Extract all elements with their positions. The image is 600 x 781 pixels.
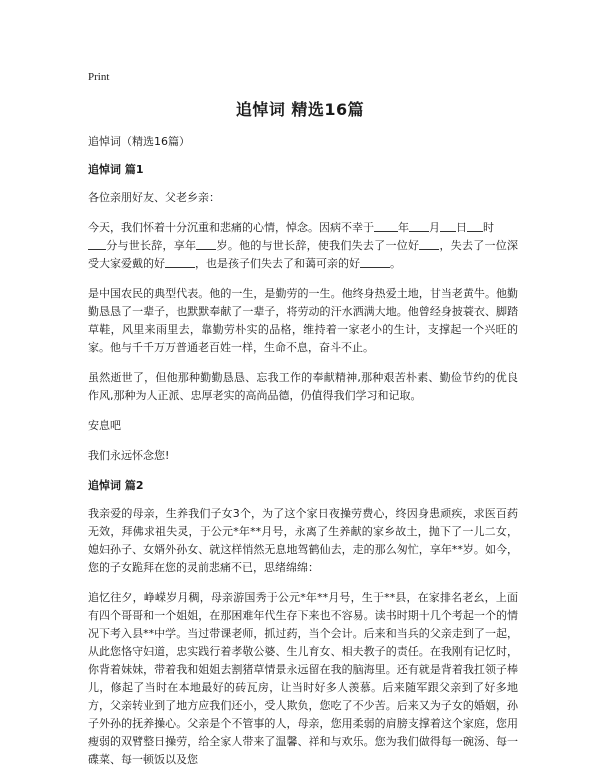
eulogy-paragraph-2: 是中国农民的典型代表。他的一生，是勤劳的一生。他终身热爱土地，甘当老黄牛。他勤勤恳恳了一辈子，也默默奉献了一辈子，将劳动的汗水洒满大地。他曾经身披蓑衣、脚踏草鞋，风里来雨里去，靠勤劳朴实的品格，维持着一家老小的生计，支撑起一个兴旺的家。他与千千万万普通老百姓一样，生命不息，奋斗不止。 <box>88 287 518 354</box>
blank-field <box>360 255 390 268</box>
eulogy-2-paragraph-2: 追忆往夕，峥嵘岁月稠，母亲游国秀于公元*年**月号，生于**县，在家排名老幺，上面有四个哥哥和一个姐姐，在那困难年代生存下来也不容易。读书时期十几个考起一个的情况下考入县**中学。当过带课老师，抓过药，当个会计。后来和当兵的父亲走到了一起，从此您恪守妇道，忠实践行着孝敬公婆、生儿育女、相夫教子的责任。在我刚有记忆时，你背着妹妹，带着我和姐姐去割猪草情景永远留在我的脑海里。还有就是背着我扛领子棒儿，修起了当时在本地最好的砖瓦房，让当时好多人羡慕。后来随军跟父亲到了好多地方，父亲转业到了地方应我们还小，受人欺负，您吃了不少苦。后来又为子女的婚姻，孙子外孙的抚养操心。父亲是个不管事的人，母亲，您用柔弱的肩膀支撑着这个家庭，您用瘦弱的双臂整日操劳，给全家人带来了温馨、祥和与欢乐。您为我们做得每一碗汤、每一碟菜、每一顿饭以及您 <box>88 591 518 766</box>
text-run: 时 <box>483 221 494 234</box>
eulogy-paragraph-4: 安息吧 <box>88 419 121 432</box>
blank-field <box>467 219 483 232</box>
document-subtitle: 追悼词（精选16篇） <box>88 135 190 148</box>
blank-field <box>165 255 195 268</box>
eulogy-paragraph-5: 我们永远怀念您! <box>88 449 170 462</box>
text-run: 。 <box>390 257 401 270</box>
text-run: 月 <box>429 221 440 234</box>
text-run: 年 <box>398 221 409 234</box>
section-heading-1: 追悼词 篇1 <box>88 163 144 176</box>
blank-field <box>409 219 429 232</box>
blank-field <box>419 237 439 250</box>
text-run: 今天，我们怀着十分沉重和悲痛的心情，悼念。因病不幸于 <box>88 221 374 234</box>
blank-field <box>196 237 216 250</box>
greeting-paragraph: 各位亲朋好友、父老乡亲： <box>88 191 220 204</box>
text-run: 分与世长辞，享年 <box>106 239 197 252</box>
article-body <box>88 133 518 781</box>
page-title: 追悼词 精选16篇 <box>235 100 365 119</box>
blank-field <box>374 219 398 232</box>
eulogy-2-paragraph-1: 我亲爱的母亲，生养我们子女3个，为了这个家日夜操劳费心，终因身患顽疾，求医百药无效，拜佛求祖失灵，于公元*年**月号，永离了生养献的家乡故土，抛下了一儿二女，媳妇孙子、女婿外孙女、就这样悄然无息地驾鹤仙去，走的那么匆忙，享年**岁。如今，您的子女跪拜在您的灵前悲痛不已，思绪绵绵： <box>88 507 518 574</box>
blank-field <box>88 237 106 250</box>
eulogy-paragraph-1 <box>88 219 518 273</box>
text-run: 岁。他的与世长辞，使我们失去了一位好 <box>216 239 420 252</box>
blank-field <box>440 219 456 232</box>
print-link[interactable]: Print <box>88 71 110 83</box>
eulogy-paragraph-3: 虽然逝世了，但他那种勤勤恳恳、忘我工作的奉献精神,那种艰苦朴素、勤俭节约的优良作风,那种为人正派、忠厚老实的高尚品德，仍值得我们学习和记取。 <box>88 371 518 402</box>
section-heading-2: 追悼词 篇2 <box>88 479 144 492</box>
text-run: 日 <box>456 221 467 234</box>
text-run: ，也是孩子们失去了和蔼可亲的好 <box>195 257 360 270</box>
text-run: ，失去了一位深受大家爱戴的好 <box>88 239 519 270</box>
